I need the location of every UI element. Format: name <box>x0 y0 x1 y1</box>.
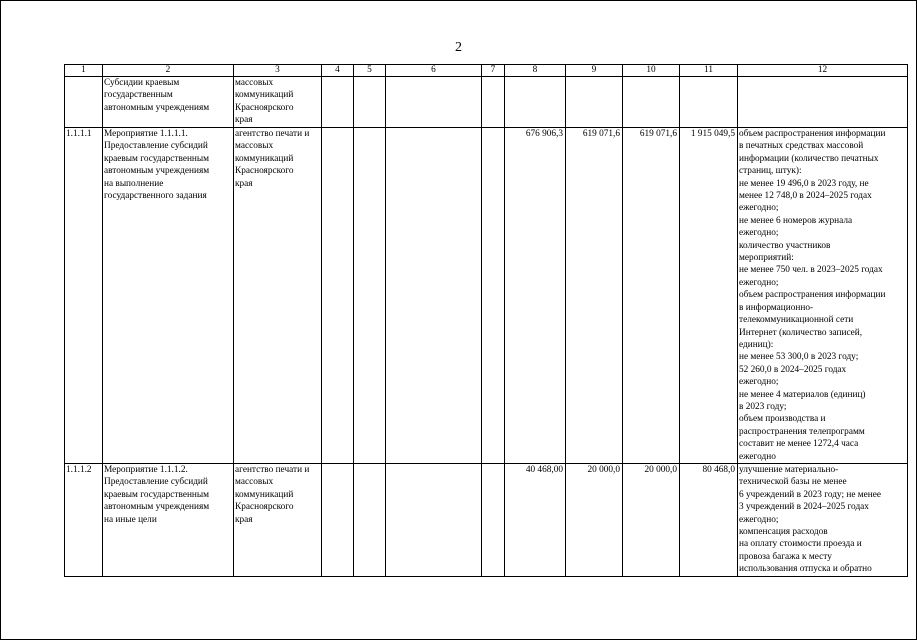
cell-empty <box>482 463 505 576</box>
cell-empty <box>354 128 386 464</box>
cell-amount <box>623 77 680 128</box>
cell-agency: агентство печати и массовых коммуникаций Красноярского края <box>234 128 322 464</box>
cell-empty <box>322 128 354 464</box>
cell-total <box>680 77 738 128</box>
cell-empty <box>354 463 386 576</box>
col-header: 7 <box>482 65 505 77</box>
cell-amount: 619 071,6 <box>566 128 623 464</box>
cell-amount: 619 071,6 <box>623 128 680 464</box>
cell-amount <box>505 77 566 128</box>
program-table <box>64 64 908 577</box>
cell-amount: 40 468,00 <box>505 463 566 576</box>
cell-empty <box>322 77 354 128</box>
col-header: 12 <box>738 65 908 77</box>
col-header: 1 <box>65 65 103 77</box>
header-row <box>65 65 908 77</box>
col-header: 10 <box>623 65 680 77</box>
cell-code: 1.1.1.1 <box>65 128 103 464</box>
cell-amount: 20 000,0 <box>623 463 680 576</box>
cell-code <box>65 77 103 128</box>
table-row <box>65 128 908 464</box>
table-row <box>65 463 908 576</box>
cell-empty <box>482 128 505 464</box>
cell-name: Мероприятие 1.1.1.2. Предоставление субсидий краевым государственным автономным учреждениям на иные цели <box>103 463 234 576</box>
cell-total: 80 468,0 <box>680 463 738 576</box>
col-header: 8 <box>505 65 566 77</box>
cell-result: объем распространения информации в печатных средствах массовой информации (количество печатных страниц, штук): не менее 19 496,0 в 2023 году, не менее 12 748,0 в 2024–2025 годах ежегодно; не менее 6 номеров журнала ежегодно; количество участников мероприятий: не менее 750 чел. в 2023–2025 годах ежегодно; объем распространения информации в информационно- телекоммуникационной сети Интернет (количество записей, единиц): не менее 53 300,0 в 2023 году; 52 260,0 в 2024–2025 годах ежегодно; не менее 4 материалов (единиц) в 2023 году; объем производства и распространения телепрограмм составит не менее 1272,4 часа ежегодно <box>738 128 908 464</box>
cell-empty <box>386 128 482 464</box>
col-header: 4 <box>322 65 354 77</box>
cell-amount: 676 906,3 <box>505 128 566 464</box>
cell-total: 1 915 049,5 <box>680 128 738 464</box>
col-header: 6 <box>386 65 482 77</box>
cell-agency: массовых коммуникаций Красноярского края <box>234 77 322 128</box>
col-header: 5 <box>354 65 386 77</box>
cell-result <box>738 77 908 128</box>
col-header: 3 <box>234 65 322 77</box>
cell-amount: 20 000,0 <box>566 463 623 576</box>
table-row <box>65 77 908 128</box>
cell-name: Мероприятие 1.1.1.1. Предоставление субсидий краевым государственным автономным учреждениям на выполнение государственного задания <box>103 128 234 464</box>
col-header: 11 <box>680 65 738 77</box>
cell-agency: агентство печати и массовых коммуникаций Красноярского края <box>234 463 322 576</box>
page-number: 2 <box>455 40 462 55</box>
col-header: 9 <box>566 65 623 77</box>
cell-amount <box>566 77 623 128</box>
col-header: 2 <box>103 65 234 77</box>
cell-empty <box>386 77 482 128</box>
cell-empty <box>482 77 505 128</box>
cell-empty <box>354 77 386 128</box>
cell-empty <box>386 463 482 576</box>
cell-empty <box>322 463 354 576</box>
cell-code: 1.1.1.2 <box>65 463 103 576</box>
cell-name: Субсидии краевым государственным автономным учреждениям <box>103 77 234 128</box>
cell-result: улучшение материально- технической базы не менее 6 учреждений в 2023 году; не менее 3 учреждений в 2024–2025 годах ежегодно; компенсация расходов на оплату стоимости проезда и провоза багажа к месту использования отпуска и обратно <box>738 463 908 576</box>
